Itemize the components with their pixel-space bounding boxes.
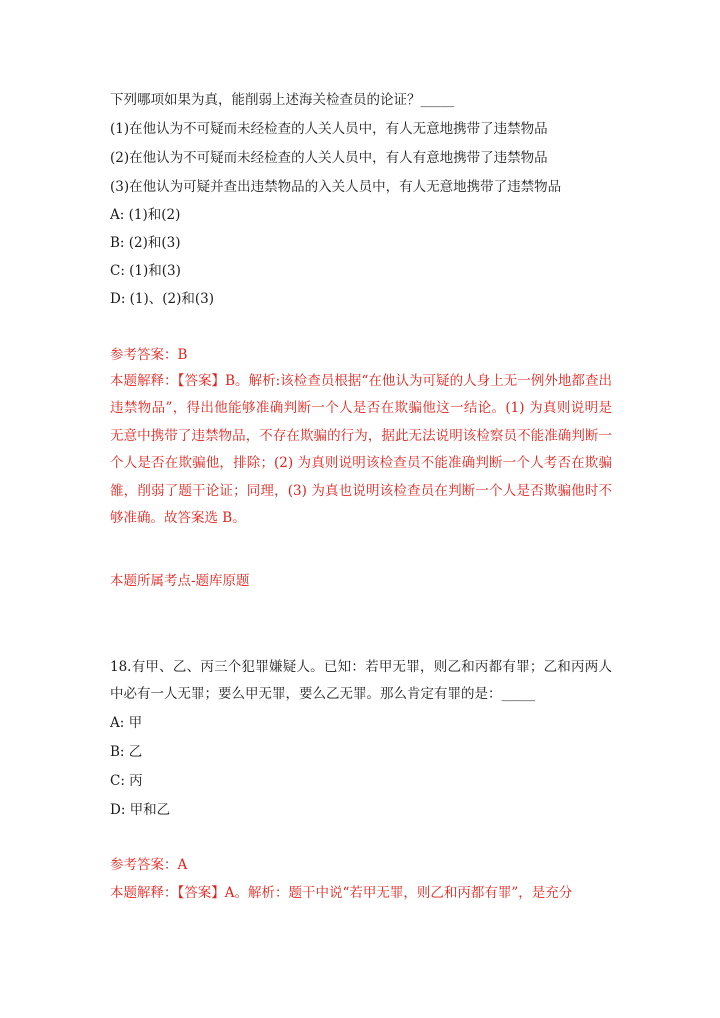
- question-stem: 下列哪项如果为真，能削弱上述海关检查员的论证？_____: [110, 92, 455, 108]
- q18-option-a: A: 甲: [110, 715, 143, 731]
- question-18-stem: 18.有甲、乙、丙三个犯罪嫌疑人。已知：若甲无罪，则乙和丙都有罪；乙和丙两人中必有一人无罪；要么甲无罪，要么乙无罪。那么肯定有罪的是：_____: [110, 659, 612, 703]
- statement-3: (3)在他认为可疑并查出违禁物品的入关人员中，有人无意地携带了违禁物品: [110, 179, 562, 195]
- answer-label: 参考答案：B: [110, 347, 188, 363]
- q18-option-b: B: 乙: [110, 744, 143, 760]
- statement-2: (2)在他认为不可疑而未经检查的人关人员中，有人有意地携带了违禁物品: [110, 150, 548, 166]
- q18-option-d: D: 甲和乙: [110, 802, 171, 818]
- q18-answer-label: 参考答案：A: [110, 857, 188, 873]
- explanation-text: 本题解释：【答案】B。解析:该检查员根据“在他认为可疑的人身上无一例外地都查出违禁物品”，得出他能够准确判断一个人是否在欺骗他这一结论。(1) 为真则说明是无意中携带了违禁物品，不存在欺骗的行为，据此无法说明该检察员不能准确判断一个人是否在欺骗他，排除；(2) 为真则说明该检查员不能准确判断一个人考否在欺骗雒，削弱了题干论证；同理，(3) 为真也说明该检查员在判断一个人是否欺骗他时不够准确。故答案选 B。: [110, 373, 612, 527]
- option-d: D: (1)、(2)和(3): [110, 291, 215, 307]
- category-label: 本题所属考点-题库原题: [110, 573, 250, 589]
- option-a: A: (1)和(2): [110, 207, 181, 223]
- q18-explanation-text: 本题解释：【答案】A。解析：题干中说“若甲无罪，则乙和丙都有罪”，是充分: [110, 885, 573, 901]
- option-b: B: (2)和(3): [110, 235, 181, 251]
- statement-1: (1)在他认为不可疑而未经检查的人关人员中，有人无意地携带了违禁物品: [110, 121, 548, 137]
- q18-option-c: C: 丙: [110, 773, 143, 789]
- option-c: C: (1)和(3): [110, 263, 181, 279]
